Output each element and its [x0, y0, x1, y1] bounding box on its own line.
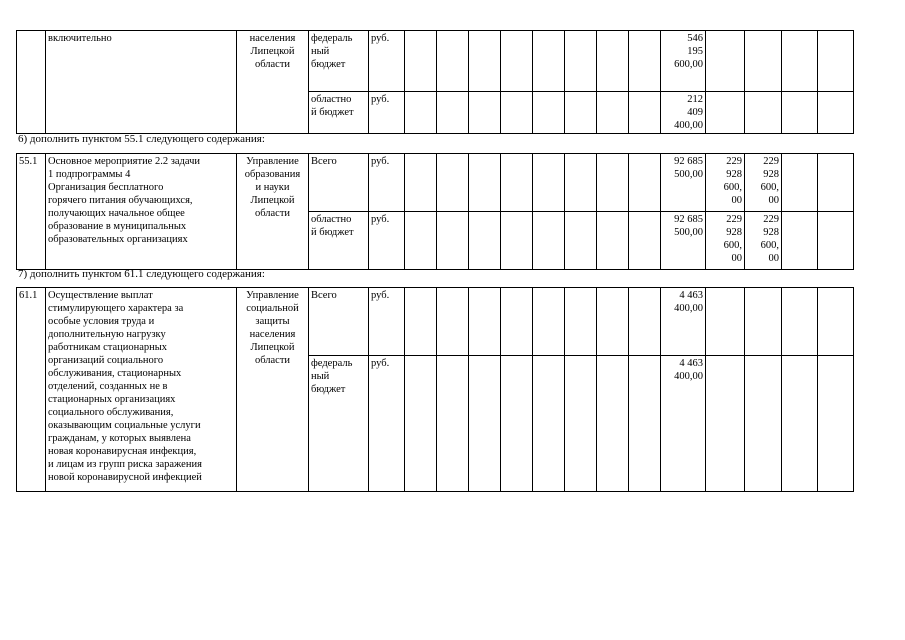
empty-cell — [629, 288, 661, 356]
amendment-note-6: 6) дополнить пунктом 55.1 следующего содержания: — [18, 133, 265, 145]
row-number: 61.1 — [17, 288, 46, 492]
unit: руб. — [369, 288, 405, 356]
funding-source: федераль ный бюджет — [309, 356, 369, 492]
empty-cell — [597, 31, 629, 92]
empty-cell — [405, 92, 437, 134]
empty-cell — [629, 356, 661, 492]
unit: руб. — [369, 356, 405, 492]
empty-cell — [469, 288, 501, 356]
total-amount: 212 409 400,00 — [661, 92, 706, 134]
empty-cell — [629, 92, 661, 134]
empty-cell — [818, 154, 854, 212]
empty-cell — [565, 31, 597, 92]
total-amount: 546 195 600,00 — [661, 31, 706, 92]
year-amount-1: 229 928 600, 00 — [706, 154, 745, 212]
empty-cell — [597, 212, 629, 270]
row-number: 55.1 — [17, 154, 46, 270]
year-amount-2 — [745, 92, 782, 134]
empty-cell — [469, 31, 501, 92]
empty-cell — [597, 92, 629, 134]
empty-cell — [818, 31, 854, 92]
empty-cell — [533, 92, 565, 134]
total-amount: 4 463 400,00 — [661, 288, 706, 356]
empty-cell — [818, 212, 854, 270]
empty-cell — [629, 154, 661, 212]
empty-cell — [533, 31, 565, 92]
empty-cell — [597, 356, 629, 492]
empty-cell — [533, 212, 565, 270]
year-amount-2: 229 928 600, 00 — [745, 212, 782, 270]
empty-cell — [469, 92, 501, 134]
empty-cell — [405, 154, 437, 212]
empty-cell — [782, 288, 818, 356]
unit: руб. — [369, 31, 405, 92]
empty-cell — [782, 31, 818, 92]
year-amount-1 — [706, 92, 745, 134]
empty-cell — [437, 212, 469, 270]
funding-source: областно й бюджет — [309, 92, 369, 134]
empty-cell — [629, 31, 661, 92]
funding-source: федераль ный бюджет — [309, 31, 369, 92]
empty-cell — [565, 288, 597, 356]
empty-cell — [565, 356, 597, 492]
unit: руб. — [369, 212, 405, 270]
responsible-executor: Управление образования и науки Липецкой области — [237, 154, 309, 270]
year-amount-2 — [745, 288, 782, 356]
empty-cell — [565, 154, 597, 212]
empty-cell — [501, 212, 533, 270]
measure-name: включительно — [46, 31, 237, 134]
year-amount-2: 229 928 600, 00 — [745, 154, 782, 212]
empty-cell — [818, 92, 854, 134]
empty-cell — [437, 31, 469, 92]
empty-cell — [437, 356, 469, 492]
responsible-executor: населения Липецкой области — [237, 31, 309, 134]
year-amount-2 — [745, 356, 782, 492]
empty-cell — [437, 288, 469, 356]
unit: руб. — [369, 92, 405, 134]
empty-cell — [501, 31, 533, 92]
empty-cell — [469, 154, 501, 212]
responsible-executor: Управление социальной защиты населения Липецкой области — [237, 288, 309, 492]
funding-source: Всего — [309, 288, 369, 356]
empty-cell — [533, 288, 565, 356]
empty-cell — [469, 212, 501, 270]
table-row — [17, 154, 854, 212]
empty-cell — [501, 154, 533, 212]
empty-cell — [469, 356, 501, 492]
empty-cell — [782, 356, 818, 492]
empty-cell — [501, 356, 533, 492]
empty-cell — [501, 288, 533, 356]
empty-cell — [405, 212, 437, 270]
row-number — [17, 31, 46, 134]
empty-cell — [782, 212, 818, 270]
year-amount-2 — [745, 31, 782, 92]
empty-cell — [565, 92, 597, 134]
year-amount-1: 229 928 600, 00 — [706, 212, 745, 270]
empty-cell — [597, 154, 629, 212]
table-row — [17, 31, 854, 92]
empty-cell — [437, 92, 469, 134]
empty-cell — [565, 212, 597, 270]
table-continuation — [16, 30, 854, 134]
empty-cell — [597, 288, 629, 356]
measure-name: Основное мероприятие 2.2 задачи 1 подпрограммы 4 Организация бесплатного горячего питания обучающихся, получающих начальное общее образование в муниципальных образовательных организациях — [46, 154, 237, 270]
total-amount: 92 685 500,00 — [661, 212, 706, 270]
total-amount: 4 463 400,00 — [661, 356, 706, 492]
unit: руб. — [369, 154, 405, 212]
funding-source: Всего — [309, 154, 369, 212]
total-amount: 92 685 500,00 — [661, 154, 706, 212]
empty-cell — [501, 92, 533, 134]
year-amount-1 — [706, 356, 745, 492]
empty-cell — [782, 154, 818, 212]
empty-cell — [405, 31, 437, 92]
empty-cell — [629, 212, 661, 270]
empty-cell — [405, 288, 437, 356]
table-item-61-1 — [16, 287, 854, 492]
funding-source: областно й бюджет — [309, 212, 369, 270]
empty-cell — [818, 356, 854, 492]
table-row — [17, 288, 854, 356]
empty-cell — [533, 356, 565, 492]
table-item-55-1 — [16, 153, 854, 270]
empty-cell — [533, 154, 565, 212]
empty-cell — [405, 356, 437, 492]
empty-cell — [818, 288, 854, 356]
amendment-note-7: 7) дополнить пунктом 61.1 следующего содержания: — [18, 268, 265, 280]
empty-cell — [782, 92, 818, 134]
empty-cell — [437, 154, 469, 212]
year-amount-1 — [706, 31, 745, 92]
year-amount-1 — [706, 288, 745, 356]
measure-name: Осуществление выплат стимулирующего характера за особые условия труда и дополнительную нагрузку работникам стационарных организаций социального обслуживания, стационарных отделений, созданных не в стационарных организациях социального обслуживания, оказывающим социальные услуги гражданам, у которых выявлена новая коронавирусная инфекция, и лицам из групп риска заражения новой коронавирусной инфекцией — [46, 288, 237, 492]
